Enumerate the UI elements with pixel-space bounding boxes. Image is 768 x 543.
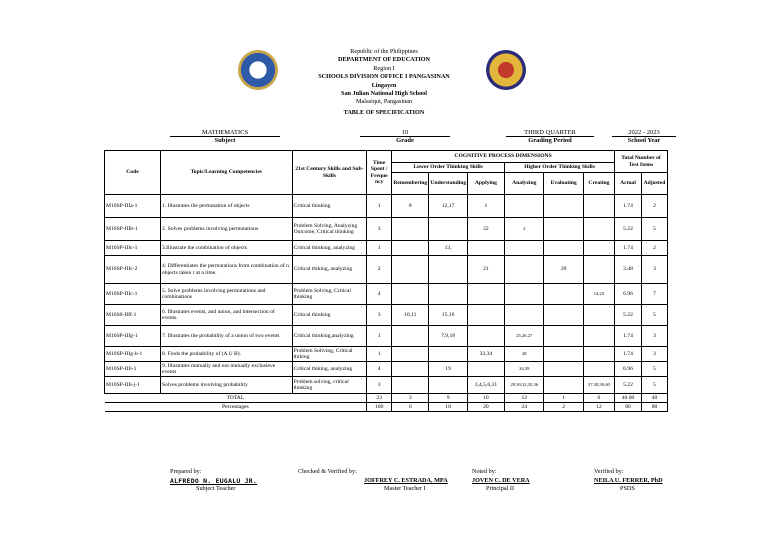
col-topic: Topic/Learning Competencies — [160, 151, 292, 195]
col-cognitive: COGNITIVE PROCESS DIMENSIONS — [392, 151, 615, 163]
code-cell: M10SP-IIIc-1 — [105, 241, 161, 256]
cre-cell — [583, 256, 614, 284]
rem-cell — [392, 241, 429, 256]
percent-label: Percentages — [105, 403, 367, 412]
table-row — [105, 305, 668, 326]
eva-cell — [544, 326, 583, 347]
verified-signature — [594, 468, 663, 494]
period-field — [506, 129, 594, 144]
percent-adj-cell: 80 — [641, 403, 667, 412]
ana-cell: 29,30,32,35,36 — [505, 377, 544, 394]
time-cell: 4 — [367, 284, 392, 305]
topic-cell: 7. Illustrates the probability of a union of two events — [160, 326, 292, 347]
table-row — [105, 362, 668, 377]
eva-cell — [544, 218, 583, 241]
code-cell: M10SP-IIIg-1 — [105, 326, 161, 347]
ana-cell: 24,39 — [505, 362, 544, 377]
table-row — [105, 256, 668, 284]
ana-cell: 25,26,27 — [505, 326, 544, 347]
time-cell: 4 — [367, 362, 392, 377]
actual-cell: 5.22 — [615, 377, 642, 394]
cre-cell — [583, 347, 614, 362]
adj-cell: 5 — [641, 305, 667, 326]
adj-cell: 2 — [641, 241, 667, 256]
total-actual-cell: 40.00 — [615, 394, 642, 403]
skills-cell: Problem solving, critical thinking — [292, 377, 367, 394]
prepared-signature — [170, 468, 257, 494]
eva-cell: 20 — [544, 256, 583, 284]
col-remembering: Remembering — [392, 173, 429, 195]
noted-signature — [472, 468, 530, 494]
cre-cell: 37,38,39,40 — [583, 377, 614, 394]
ana-cell — [505, 284, 544, 305]
period-value: THIRD QUARTER — [506, 129, 594, 137]
und-cell — [429, 347, 467, 362]
total-row — [105, 394, 668, 403]
app-cell — [467, 284, 504, 305]
adj-cell: 3 — [641, 256, 667, 284]
code-cell: M10SP-IIIb-1 — [105, 218, 161, 241]
skills-cell: Critical thinking, analyzing — [292, 241, 367, 256]
code-cell: M10S0-IIIf-1 — [105, 305, 161, 326]
skills-cell: Problem Solving, Analyzing Outcome, Critical thinking — [292, 218, 367, 241]
percent-cre-cell: 12 — [583, 403, 614, 412]
rem-cell: 10,11 — [392, 305, 429, 326]
code-cell: M10SP-IIIi-1 — [105, 362, 161, 377]
verified-name: NEILA U. FERRER, PhD — [594, 476, 663, 484]
actual-cell: 1.74 — [615, 241, 642, 256]
actual-cell: 6.96 — [615, 362, 642, 377]
year-value: 2022 - 2023 — [612, 129, 676, 137]
adj-cell: 7 — [641, 284, 667, 305]
und-cell: 12,17 — [429, 195, 467, 218]
adj-cell: 3 — [641, 326, 667, 347]
app-cell: 3,4,5,6,31 — [467, 377, 504, 394]
grade-label: Grade — [396, 137, 414, 144]
header-line: DEPARTMENT OF EDUCATION — [337, 56, 431, 64]
rem-cell: 8 — [392, 195, 429, 218]
cre-cell: 14,23 — [583, 284, 614, 305]
adj-cell: 3 — [641, 347, 667, 362]
noted-label: Noted by: — [472, 468, 497, 475]
rem-cell — [392, 377, 429, 394]
skills-cell: Problem Soliving, Critical thiking — [292, 347, 367, 362]
noted-title: Principal II — [486, 485, 515, 493]
checked-name: JOFFREY C. ESTRADA, MPA — [364, 476, 448, 484]
document-title: TABLE OF SPECIFICATION — [343, 108, 425, 116]
eva-cell — [544, 241, 583, 256]
subject-label: Subject — [214, 137, 236, 144]
percent-app-cell: 20 — [467, 403, 504, 412]
topic-cell: 6. Illustrates events, and union, and intersection of events. — [160, 305, 292, 326]
app-cell — [467, 362, 504, 377]
eva-cell — [544, 305, 583, 326]
year-label: School Year — [627, 137, 661, 144]
eva-cell — [544, 362, 583, 377]
header-line: SCHOOLS DIVISION OFFICE I PANGASINAN — [318, 73, 450, 81]
noted-name: JOVEN C. DE VERA — [472, 476, 530, 484]
topic-cell: 2. Solves problems involving permutations — [160, 218, 292, 241]
percent-ana-cell: 24 — [505, 403, 544, 412]
time-cell: 3 — [367, 218, 392, 241]
total-ana-cell: 12 — [505, 394, 544, 403]
grade-value: 10 — [360, 129, 450, 137]
prepared-title: Subject Teacher — [196, 485, 236, 493]
time-cell: 1 — [367, 347, 392, 362]
cre-cell — [583, 305, 614, 326]
time-cell: 3 — [367, 305, 392, 326]
ana-cell — [505, 256, 544, 284]
specification-table — [104, 150, 668, 412]
skills-cell: Critical thinking — [292, 305, 367, 326]
year-field — [612, 129, 676, 144]
header-line: Republic of the Philippines — [350, 48, 418, 55]
cre-cell — [583, 241, 614, 256]
app-cell — [467, 305, 504, 326]
app-cell — [467, 241, 504, 256]
col-actual: Actual — [615, 173, 642, 195]
col-time: Time Spent / Freque ncy — [367, 151, 392, 195]
app-cell: 22 — [467, 218, 504, 241]
actual-cell: 5.22 — [615, 305, 642, 326]
actual-cell: 6.96 — [615, 284, 642, 305]
cre-cell — [583, 218, 614, 241]
percent-actual-cell: 80 — [615, 403, 642, 412]
total-cre-cell: 6 — [583, 394, 614, 403]
rem-cell — [392, 347, 429, 362]
und-cell: 13, — [429, 241, 467, 256]
prepared-name: ALFREDO N. EUGALU JR. — [170, 476, 258, 485]
percent-row — [105, 403, 668, 412]
topic-cell: Solves problems involving probability — [160, 377, 292, 394]
ana-cell — [505, 195, 544, 218]
col-higher-order: Higher Order Thinking Skills — [505, 163, 615, 173]
table-row — [105, 284, 668, 305]
time-cell: 3 — [367, 377, 392, 394]
und-cell — [429, 218, 467, 241]
col-code: Code — [105, 151, 161, 195]
percent-eva-cell: 2 — [544, 403, 583, 412]
topic-cell: 3.Illustrate the combination of objects — [160, 241, 292, 256]
checked-label: Checked & Verified by: — [298, 468, 357, 475]
actual-cell: 5.22 — [615, 218, 642, 241]
topic-cell: 8. Finds the probability of (A U B). — [160, 347, 292, 362]
header-line: Malasiqui, Pangasinan — [355, 98, 413, 106]
eva-cell — [544, 347, 583, 362]
ana-cell: 28 — [505, 347, 544, 362]
time-cell: 1 — [367, 195, 392, 218]
header-line: Lingayen — [371, 81, 397, 89]
prepared-label: Prepared by: — [170, 468, 202, 475]
total-label: TOTAL — [105, 394, 367, 403]
col-understanding: Understanding — [429, 173, 467, 195]
skills-cell: Critical thiking, analyzing — [292, 256, 367, 284]
code-cell: M10SP-IIIc-2 — [105, 256, 161, 284]
grade-field — [360, 129, 450, 144]
col-evaluating: Evaluating — [544, 173, 583, 195]
subject-field — [170, 129, 280, 144]
adj-cell: 5 — [641, 218, 667, 241]
col-creating: Creating — [583, 173, 614, 195]
table-row — [105, 326, 668, 347]
und-cell: 7,9,18 — [429, 326, 467, 347]
cre-cell — [583, 326, 614, 347]
total-app-cell: 10 — [467, 394, 504, 403]
code-cell: M10SP-IIIa-1 — [105, 195, 161, 218]
table-row — [105, 195, 668, 218]
topic-cell: 4. Differentiates the permutations from combination of n objects taken r at a time. — [160, 256, 292, 284]
actual-cell: 1.74 — [615, 195, 642, 218]
adj-cell: 5 — [641, 377, 667, 394]
adj-cell: 5 — [641, 362, 667, 377]
header-line: San Julian National High School — [341, 90, 427, 98]
app-cell: 21 — [467, 256, 504, 284]
total-adj-cell: 40 — [641, 394, 667, 403]
ana-cell — [505, 241, 544, 256]
rem-cell — [392, 326, 429, 347]
app-cell: 1 — [467, 195, 504, 218]
skills-cell: Problem Solving, Critical thinking — [292, 284, 367, 305]
total-und-cell: 9 — [429, 394, 467, 403]
und-cell — [429, 256, 467, 284]
rem-cell — [392, 256, 429, 284]
total-time-cell: 23 — [367, 394, 392, 403]
adj-cell: 2 — [641, 195, 667, 218]
code-cell: M10SP-IIIg-h-1 — [105, 347, 161, 362]
table-row — [105, 218, 668, 241]
skills-cell: Critical thinking,analyzing — [292, 326, 367, 347]
ana-cell: 2 — [505, 218, 544, 241]
topic-cell: 9. Illustrates mutually and not mutually exclusieve events — [160, 362, 292, 377]
eva-cell — [544, 195, 583, 218]
document-header — [0, 48, 768, 117]
time-cell: 1 — [367, 241, 392, 256]
percent-time-cell: 100 — [367, 403, 392, 412]
col-applying: Applying — [467, 173, 504, 195]
table-row — [105, 241, 668, 256]
skills-cell: Critical thinking — [292, 195, 367, 218]
time-cell: 2 — [367, 256, 392, 284]
app-cell — [467, 326, 504, 347]
col-lower-order: Lower Order Thinking Skills — [392, 163, 505, 173]
table-row — [105, 347, 668, 362]
table-row — [105, 377, 668, 394]
ana-cell — [505, 305, 544, 326]
skills-cell: Critical thiking, analyzing — [292, 362, 367, 377]
und-cell — [429, 377, 467, 394]
code-cell: M10SP-IIIc-1 — [105, 284, 161, 305]
checked-signature — [298, 468, 448, 494]
code-cell: M10SP-IIIi-j-1 — [105, 377, 161, 394]
percent-rem-cell: 6 — [392, 403, 429, 412]
col-analyzing: Analyzing — [505, 173, 544, 195]
und-cell: 15,16 — [429, 305, 467, 326]
actual-cell: 1.74 — [615, 326, 642, 347]
und-cell: 19 — [429, 362, 467, 377]
total-eva-cell: 1 — [544, 394, 583, 403]
eva-cell — [544, 284, 583, 305]
verified-title: PSDS — [620, 485, 635, 493]
eva-cell — [544, 377, 583, 394]
col-total-items: Total Number of Test Items — [615, 151, 668, 173]
checked-title: Master Teacher I — [384, 485, 426, 493]
rem-cell — [392, 362, 429, 377]
verified-label: Verified by: — [594, 468, 624, 475]
subject-value: MATHEMATICS — [170, 129, 280, 137]
cre-cell — [583, 362, 614, 377]
period-label: Grading Period — [528, 137, 572, 144]
col-adjusted: Adjusted — [641, 173, 667, 195]
percent-und-cell: 18 — [429, 403, 467, 412]
topic-cell: 5. Solve problems involving permutations and combinations — [160, 284, 292, 305]
header-line: Region I — [373, 64, 395, 72]
und-cell — [429, 284, 467, 305]
actual-cell: 3.48 — [615, 256, 642, 284]
rem-cell — [392, 284, 429, 305]
total-rem-cell: 3 — [392, 394, 429, 403]
actual-cell: 1.74 — [615, 347, 642, 362]
cre-cell — [583, 195, 614, 218]
time-cell: 1 — [367, 326, 392, 347]
app-cell: 33,34 — [467, 347, 504, 362]
topic-cell: 1. Illustrates the permutation of objects — [160, 195, 292, 218]
col-skills: 21st Century Skills and Sub-Skills — [292, 151, 367, 195]
rem-cell — [392, 218, 429, 241]
